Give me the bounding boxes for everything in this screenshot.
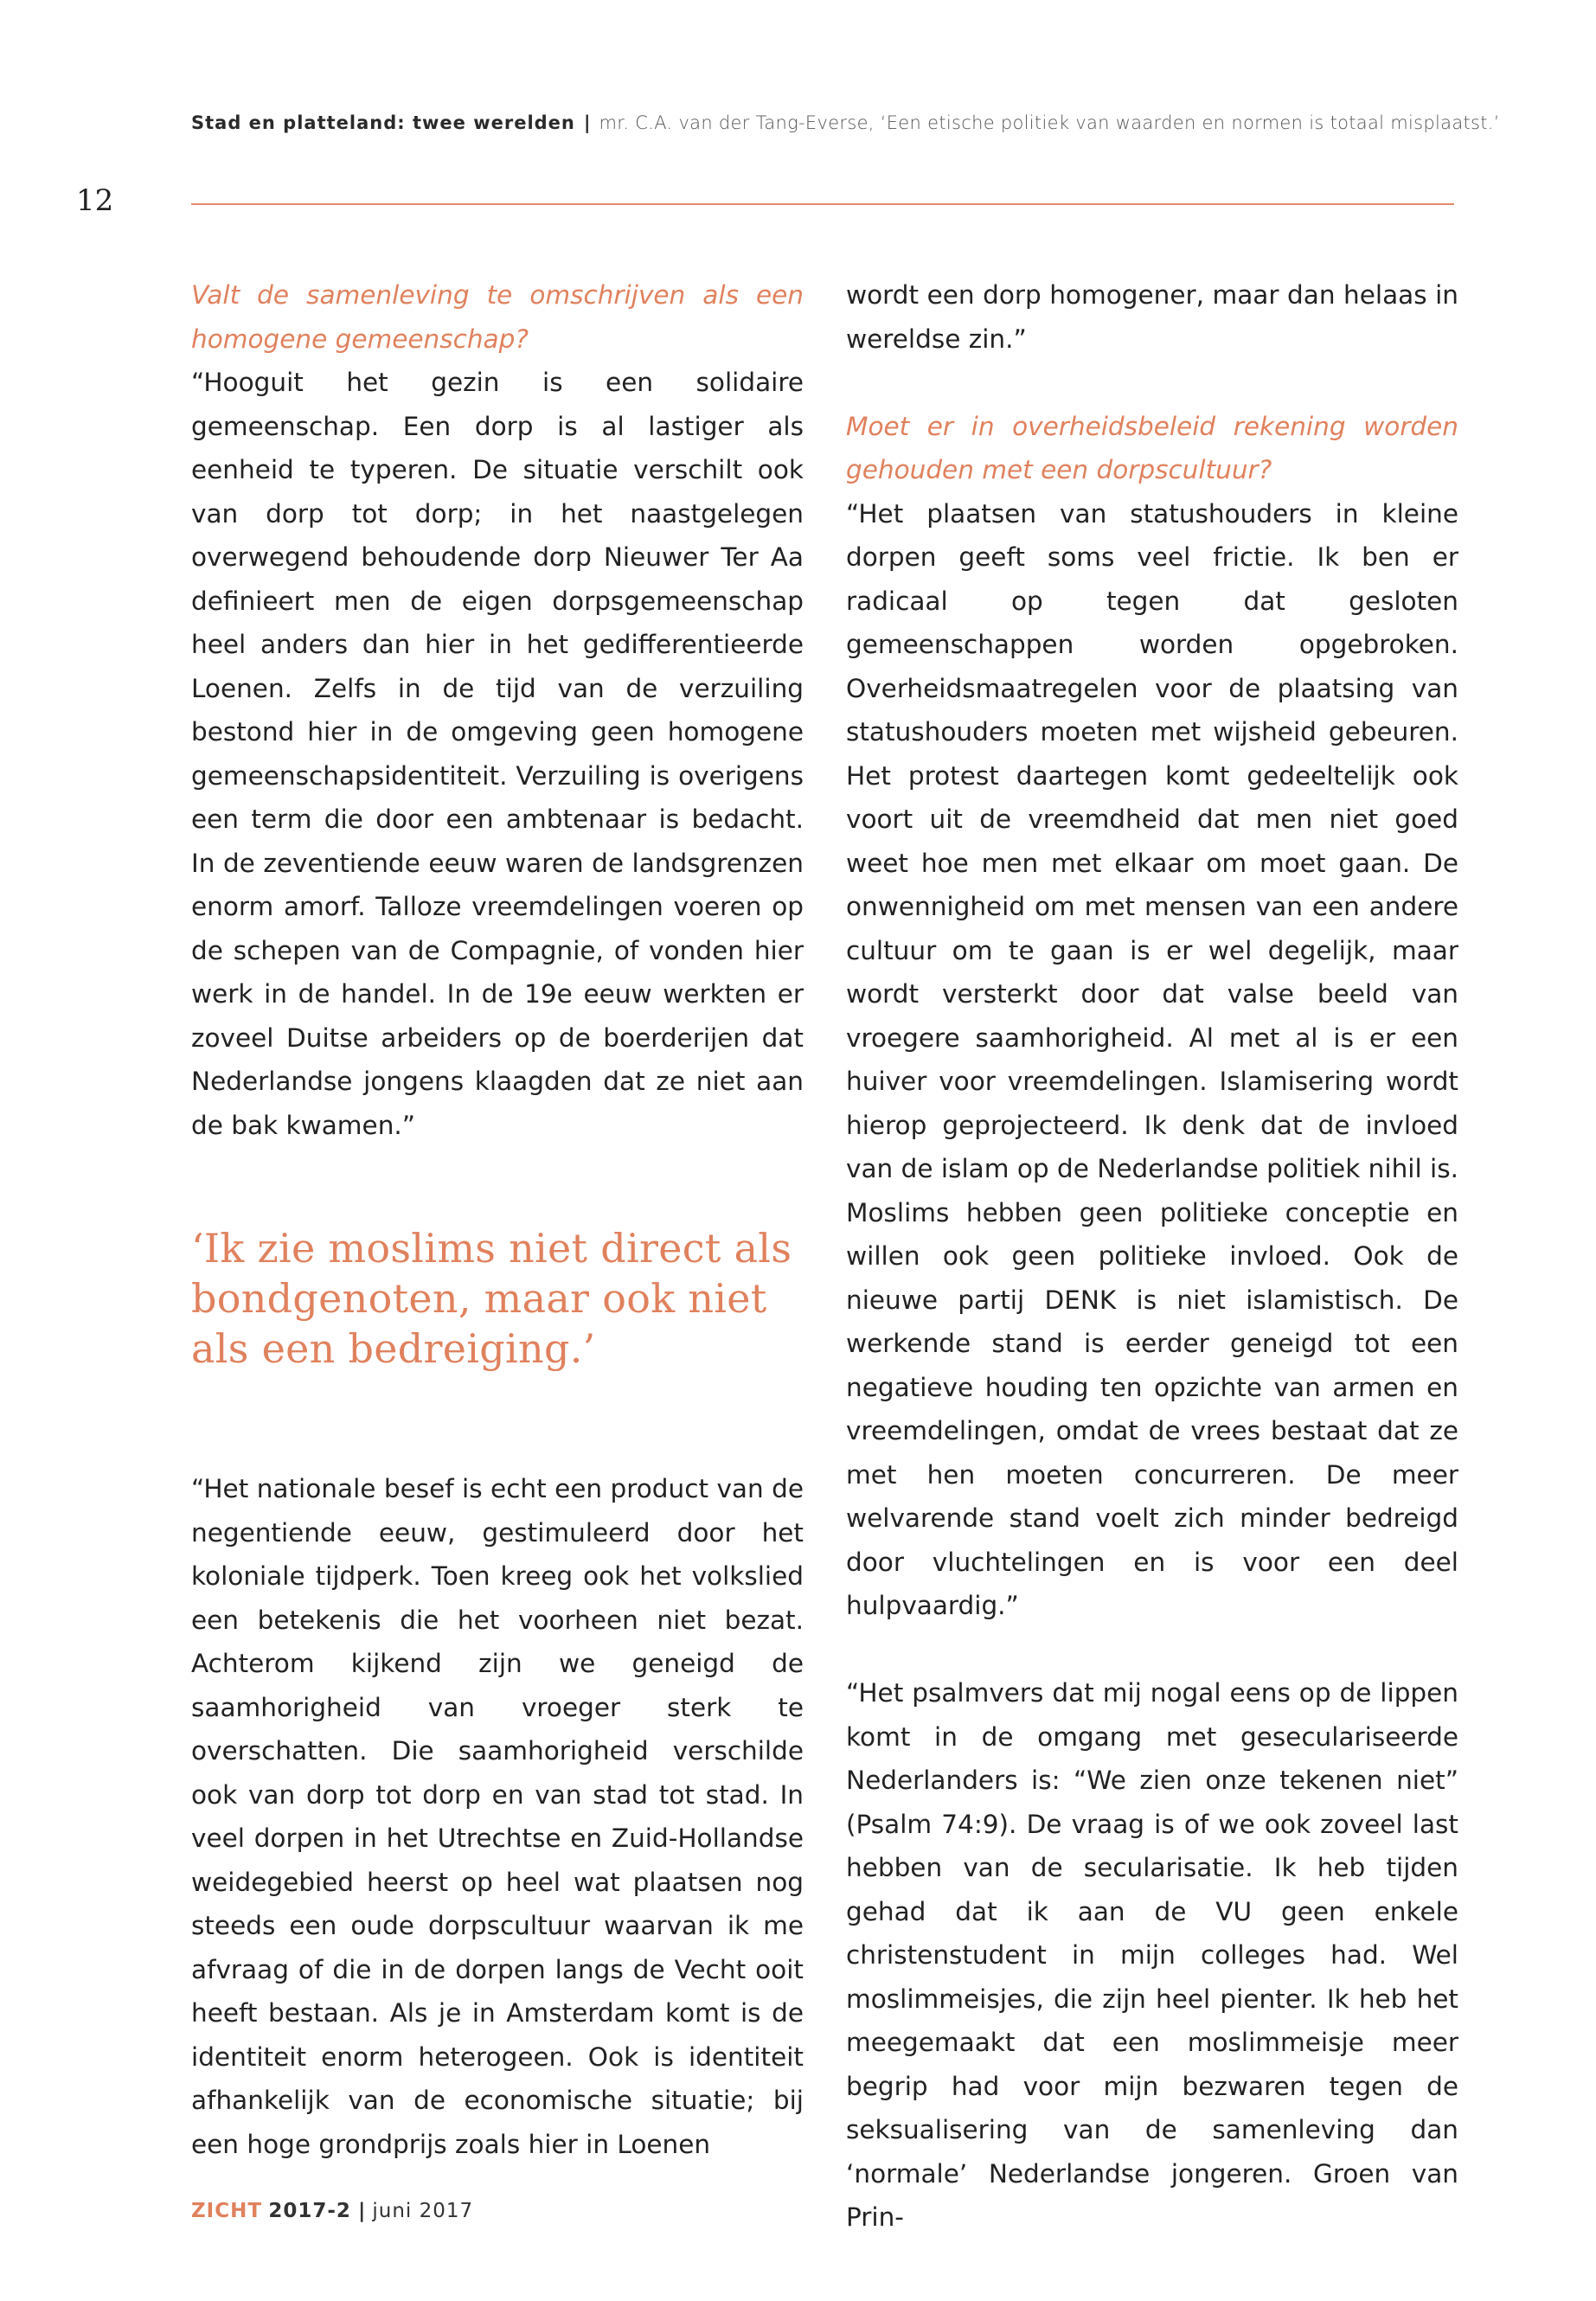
section-title: Stad en platteland: twee werelden	[191, 112, 575, 133]
paragraph-2-left: “Het nationale besef is echt een product van de negentiende eeuw, gestimuleerd door het koloniale tijdperk. Toen kreeg ook het volkslied een betekenis die het voorheen niet bezat. Achterom kijkend zijn we geneigd de saamhorigheid van vroeger sterk te overschatten. Die saamhorigheid verschilde ook van dorp tot dorp en van stad tot stad. In veel dorpen in het Utrechtse en Zuid-Hollandse weidegebied heerst op heel wat plaatsen nog steeds een oude dorpscultuur waarvan ik me afvraag of die in de dorpen langs de Vecht ooit heeft bestaan. Als je in Amsterdam komt is de identiteit enorm heterogeen. Ook is identiteit afhankelijk van de economische situatie; bij een hoge grondprijs zoals hier in Loenen	[191, 1474, 804, 2159]
continuation-text: wordt een dorp homogener, maar dan helaas in wereldse zin.”	[846, 280, 1458, 354]
answer-1: “Hooguit het gezin is een solidaire gemeenschap. Een dorp is al lastiger als eenheid te typeren. De situatie verschilt ook van dorp tot dorp; in het naastgelegen overwegend behoudende dorp Nieuwer Ter Aa definieert men de eigen dorpsgemeenschap heel anders dan hier in het gedifferentieerde Loenen. Zelfs in de tijd van de verzuiling bestond hier in de omgeving geen homogene gemeenschapsidentiteit. Verzuiling is overigens een term die door een ambtenaar is bedacht. In de zeventiende eeuw waren de landsgrenzen enorm amorf. Talloze vreemdelingen voeren op de schepen van de Compagnie, of vonden hier werk in de handel. In de 19e eeuw werkten er zoveel Duitse arbeiders op de boerderijen dat Nederlandse jongens klaagden dat ze niet aan de bak kwamen.”	[191, 368, 804, 1140]
question-2: Moet er in overheidsbeleid rekening worden gehouden met een dorpscultuur?	[846, 411, 1458, 484]
footer-issue: 2017-2	[268, 2200, 351, 2222]
paragraph-gap	[846, 1628, 1458, 1672]
question-1: Valt de samenleving te omschrijven als een homogene gemeenschap?	[191, 280, 804, 354]
footer-separator: |	[357, 2200, 366, 2222]
footer-date: juni 2017	[372, 2200, 474, 2222]
answer-2: “Het plaatsen van statushouders in kleine dorpen geeft soms veel frictie. Ik ben er radicaal op tegen dat gesloten gemeenschappen worden opgebroken. Overheidsmaatregelen voor de plaatsing van statushouders moeten met wijsheid gebeuren. Het protest daartegen komt gedeeltelijk ook voort uit de vreemdheid dat men niet goed weet hoe men met elkaar om moet gaan. De onwennigheid om met mensen van een andere cultuur om te gaan is er wel degelijk, maar wordt versterkt door dat valse beeld van vroegere saamhorigheid. Al met al is er een huiver voor vreemdelingen. Islamisering wordt hierop geprojecteerd. Ik denk dat de invloed van de islam op de Nederlandse politiek nihil is. Moslims hebben geen politieke conceptie en willen ook geen politieke invloed. Ook de nieuwe partij DENK is niet islamistisch. De werkende stand is eerder geneigd tot een negatieve houding ten opzichte van armen en vreemdelingen, omdat de vrees bestaat dat ze met hen moeten concurreren. De meer welvarende stand voelt zich minder bedreigd door vluchtelingen en is voor een deel hulpvaardig.”	[846, 498, 1458, 1620]
left-column	[191, 273, 804, 2166]
running-head	[191, 112, 1500, 133]
paragraph-2-right: “Het psalmvers dat mij nogal eens op de lippen komt in de omgang met geseculariseerde Nederlanders is: “We zien onze tekenen niet” (Psalm 74:9). De vraag is of we ook zoveel last hebben van de secularisatie. Ik heb tijden gehad dat ik aan de VU geen enkele christenstudent in mijn colleges had. Wel moslimmeisjes, die zijn heel pienter. Ik heb het meegemaakt dat een moslimmeisje meer begrip had voor mijn bezwaren tegen de seksualisering van de samenleving dan ‘normale’ Nederlandse jongeren. Groen van Prin-	[846, 1678, 1458, 2232]
page-number: 12	[76, 183, 114, 218]
paragraph-gap	[846, 361, 1458, 405]
header-separator: |	[583, 112, 591, 133]
pull-quote: ‘Ik zie moslims niet direct als bondgenoten, maar ook niet als een bedreiging.’	[191, 1225, 792, 1372]
article-title: mr. C.A. van der Tang-Everse, ‘Een etische politiek van waarden en normen is totaal misplaatst.’	[599, 112, 1500, 133]
footer-brand: ZICHT	[191, 2200, 263, 2222]
header-rule	[191, 203, 1454, 205]
footer	[191, 2200, 473, 2222]
right-column	[846, 273, 1458, 2240]
